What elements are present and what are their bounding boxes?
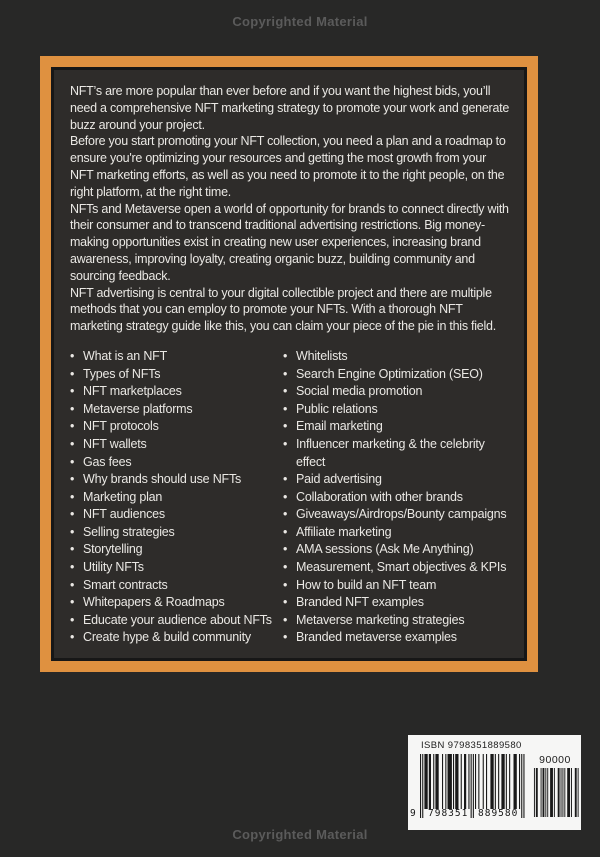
topic-list-item: • Influencer marketing & the celebrity effect	[283, 436, 510, 471]
topic-list-item: • NFT wallets	[70, 436, 283, 454]
topics-list-left	[70, 348, 283, 647]
topics-columns	[70, 348, 510, 647]
price-code-label: 90000	[539, 754, 571, 766]
supplemental-barcode	[533, 768, 578, 817]
topic-list-item: • Whitelists	[283, 348, 510, 366]
topic-list-item: • Selling strategies	[70, 524, 283, 542]
barcode-box	[408, 735, 581, 830]
topic-list-item: • Public relations	[283, 401, 510, 419]
topic-list-item: • Metaverse marketing strategies	[283, 612, 510, 630]
back-cover-paragraph: NFTs and Metaverse open a world of opportunity for brands to connect directly with their consumer and to transcend traditional advertising restrictions. Big money-making opportunities exist in creating new user experiences, increasing brand awareness, improving loyalty, creating organic buzz, building community and sourcing feedback.	[70, 201, 509, 283]
ean13-digits-row	[410, 808, 525, 819]
barcode-bars-graphic	[533, 768, 579, 817]
topic-list-item: • Giveaways/Airdrops/Bounty campaigns	[283, 506, 510, 524]
cover-inner	[51, 67, 527, 661]
topic-list-item: • NFT marketplaces	[70, 383, 283, 401]
watermark-top: Copyrighted Material	[232, 14, 368, 29]
topic-list-item: • Social media promotion	[283, 383, 510, 401]
topic-list-item: • Collaboration with other brands	[283, 489, 510, 507]
topic-list-item: • Utility NFTs	[70, 559, 283, 577]
ean13-digit-first: 9	[410, 808, 417, 819]
topic-list-item: • Gas fees	[70, 454, 283, 472]
topics-list-right	[283, 348, 510, 647]
topic-list-item: • Email marketing	[283, 418, 510, 436]
topic-list-item: • NFT protocols	[70, 418, 283, 436]
topic-list-item: • Branded metaverse examples	[283, 629, 510, 647]
back-cover-blurb	[70, 83, 510, 335]
topic-list-item: • Smart contracts	[70, 577, 283, 595]
topic-list-item: • Branded NFT examples	[283, 594, 510, 612]
topic-list-item: • Marketing plan	[70, 489, 283, 507]
back-cover-paragraph: Before you start promoting your NFT collection, you need a plan and a roadmap to ensure you're optimizing your resources and getting the most growth from your NFT marketing efforts, as well as you need to promote it to the right people, on the right platform, at the right time.	[70, 134, 506, 199]
ean13-digit-group2: 889580	[478, 808, 519, 819]
topic-list-item: • NFT audiences	[70, 506, 283, 524]
topic-list-item: • Why brands should use NFTs	[70, 471, 283, 489]
topic-list-item: • Paid advertising	[283, 471, 510, 489]
topic-list-item: • Whitepapers & Roadmaps	[70, 594, 283, 612]
topic-list-item: • Types of NFTs	[70, 366, 283, 384]
topic-list-item: • Storytelling	[70, 541, 283, 559]
back-cover-paragraph: NFT advertising is central to your digital collectible project and there are multiple methods that you can employ to promote your NFTs. With a thorough NFT marketing strategy guide like this, you can claim your piece of the pie in this field.	[70, 285, 496, 334]
isbn-label: ISBN 9798351889580	[421, 740, 522, 751]
topic-list-item: • Create hype & build community	[70, 629, 283, 647]
cover-frame	[40, 56, 538, 672]
topic-list-item: • What is an NFT	[70, 348, 283, 366]
topic-list-item: • Metaverse platforms	[70, 401, 283, 419]
topic-list-item: • Measurement, Smart objectives & KPIs	[283, 559, 510, 577]
ean13-digit-group1: 798351	[428, 808, 469, 819]
watermark-bottom: Copyrighted Material	[232, 827, 368, 842]
topic-list-item: • How to build an NFT team	[283, 577, 510, 595]
back-cover-paragraph: NFT’s are more popular than ever before and if you want the highest bids, you’ll need a comprehensive NFT marketing strategy to promote your work and generate buzz around your project.	[70, 84, 510, 132]
topic-list-item: • AMA sessions (Ask Me Anything)	[283, 541, 510, 559]
topic-list-item: • Search Engine Optimization (SEO)	[283, 366, 510, 384]
topic-list-item: • Educate your audience about NFTs	[70, 612, 283, 630]
topic-list-item: • Affiliate marketing	[283, 524, 510, 542]
